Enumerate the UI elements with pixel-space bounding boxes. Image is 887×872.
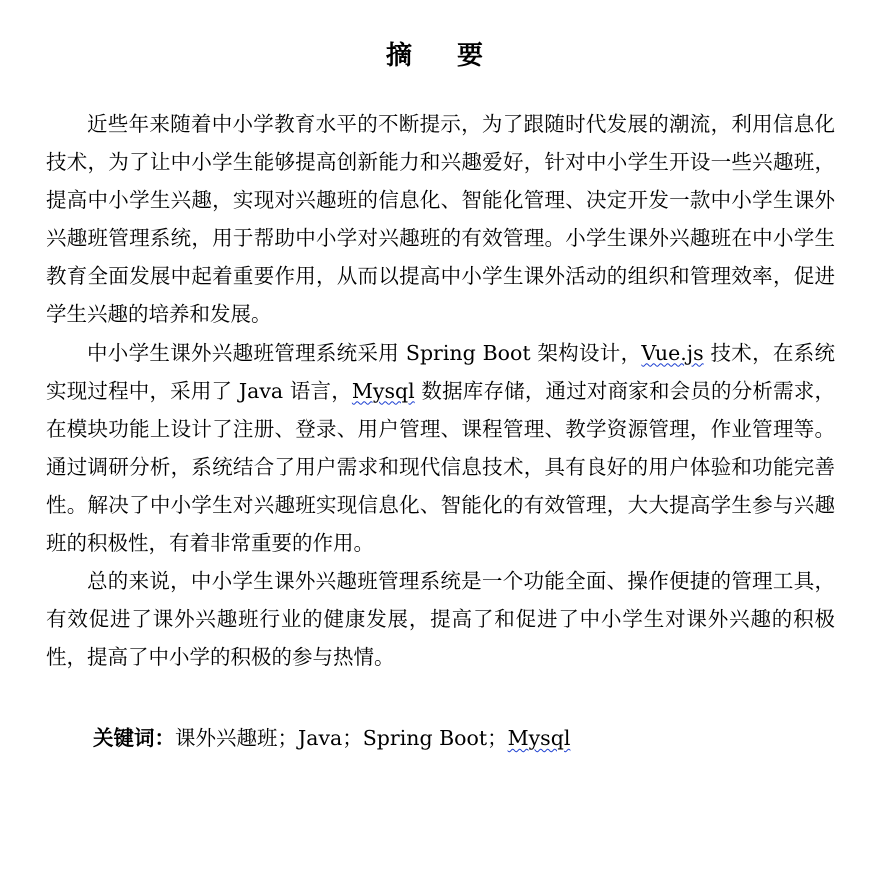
keywords-label: 关键词： xyxy=(93,726,175,750)
abstract-body xyxy=(46,105,835,676)
keywords-line xyxy=(93,719,833,757)
paragraph-2-text-c: 数据库存储，通过对商家和会员的分析需求，在模块功能上设计了注册、登录、用户管理、课程管理、教学资源管理，作业管理等。通过调研分析，系统结合了用户需求和现代信息技术，具有良好的用户体验和功能完善性。解决了中小学生对兴趣班实现信息化、智能化的有效管理，大大提高学生参与兴趣班的积极性，有着非常重要的作用。 xyxy=(46,378,835,556)
keyword-mysql: Mysql xyxy=(507,726,571,750)
paragraph-3-text: 总的来说，中小学生课外兴趣班管理系统是一个功能全面、操作便捷的管理工具，有效促进了课外兴趣班行业的健康发展，提高了和促进了中小学生对课外兴趣的积极性，提高了中小学的积极的参与热情。 xyxy=(46,569,835,670)
spellcheck-term-mysql: Mysql xyxy=(351,378,415,403)
keywords-text: 课外兴趣班；Java；Spring Boot； xyxy=(175,726,508,750)
paragraph-2-text-b: 技术，在系统实现过程中，采用了 Java 语言， xyxy=(46,340,835,403)
paragraph-2 xyxy=(46,334,835,563)
page-title: 摘 要 xyxy=(385,41,502,71)
paragraph-2-text-a: 中小学生课外兴趣班管理系统采用 Spring Boot 架构设计， xyxy=(87,340,642,365)
paragraph-1 xyxy=(46,105,835,334)
paragraph-1-text: 近些年来随着中小学教育水平的不断提示，为了跟随时代发展的潮流，利用信息化技术，为了让中小学生能够提高创新能力和兴趣爱好，针对中小学生开设一些兴趣班，提高中小学生兴趣，实现对兴趣班的信息化、智能化管理、决定开发一款中小学生课外兴趣班管理系统，用于帮助中小学对兴趣班的有效管理。小学生课外兴趣班在中小学生教育全面发展中起着重要作用，从而以提高中小学生课外活动的组织和管理效率，促进学生兴趣的培养和发展。 xyxy=(46,112,835,327)
paragraph-3 xyxy=(46,562,835,676)
spellcheck-term-vuejs: Vue.js xyxy=(641,340,704,365)
